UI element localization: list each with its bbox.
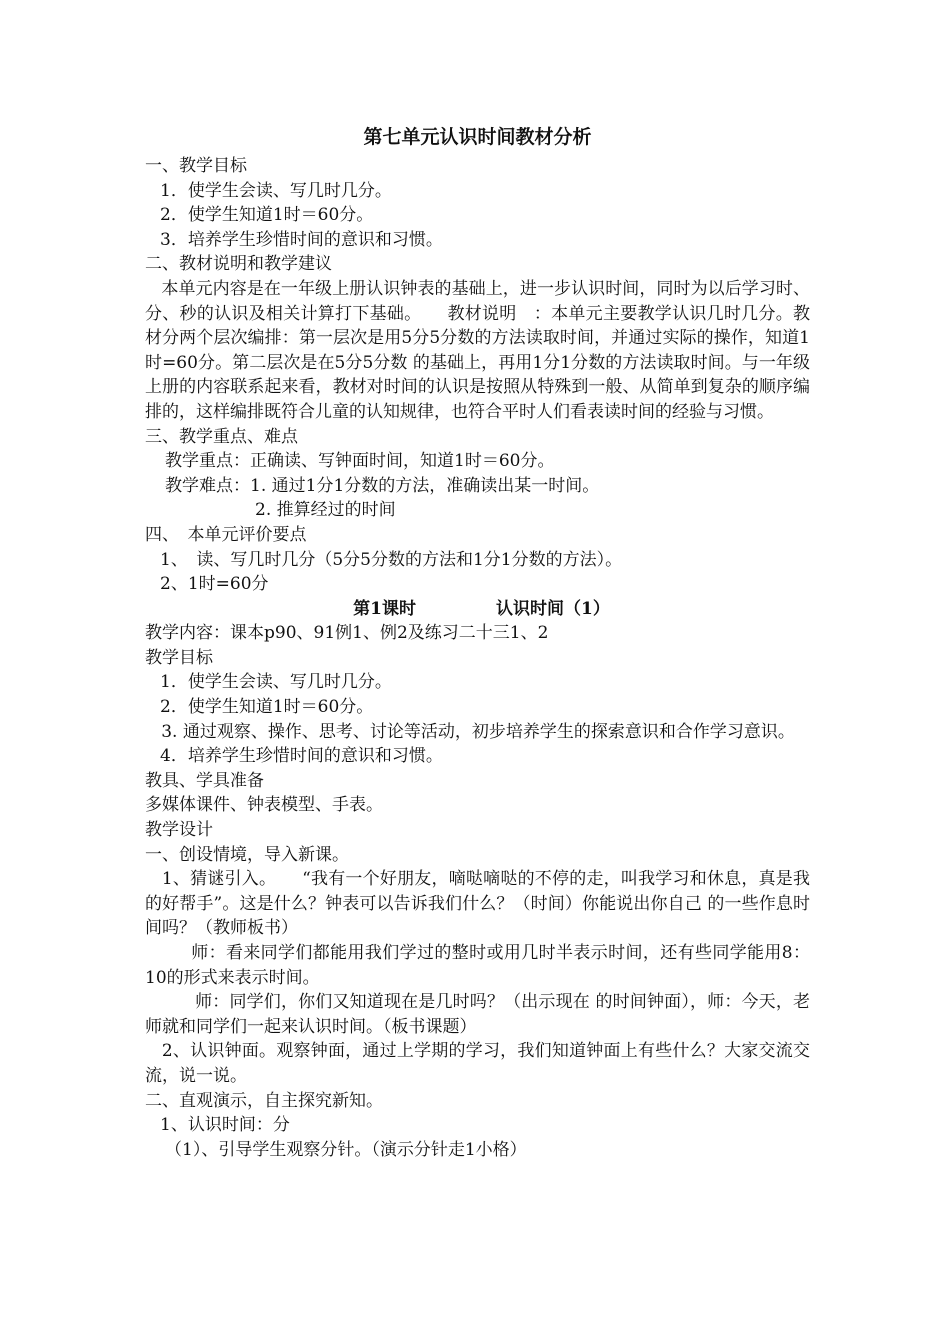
- section-heading: 一、教学目标: [145, 156, 247, 176]
- list-item: 3．培养学生珍惜时间的意识和习惯。: [160, 229, 443, 250]
- lesson-name: 认识时间（1）: [496, 598, 610, 619]
- step-heading: 二、直观演示，自主探究新知。: [145, 1090, 383, 1111]
- difficult-point: 教学难点：1. 通过1分1分数的方法，准确读出某一时间。: [165, 475, 600, 496]
- section-heading: 教学目标: [145, 647, 213, 668]
- list-item: 1．使学生会读、写几时几分。: [160, 672, 392, 693]
- lesson-number: 第1课时: [353, 598, 416, 619]
- section-heading: 教学设计: [145, 820, 213, 841]
- difficult-point: 2. 推算经过的时间: [255, 500, 396, 521]
- list-item: 2、1时=60分: [160, 574, 269, 595]
- list-item: 3. 通过观察、操作、思考、讨论等活动，初步培养学生的探索意识和合作学习意识。: [161, 721, 795, 742]
- section-heading: 四、 本单元评价要点: [145, 524, 307, 545]
- section-heading: 教具、学具准备: [145, 770, 264, 791]
- step-heading: 一、创设情境，导入新课。: [145, 844, 349, 865]
- list-item: 4．培养学生珍惜时间的意识和习惯。: [160, 746, 443, 767]
- paragraph: （1）、引导学生观察分针。（演示分针走1小格）: [165, 1139, 527, 1160]
- paragraph: 2、认识钟面。观察钟面，通过上学期的学习，我们知道钟面上有些什么？大家交流交流，说一说。: [145, 1041, 810, 1086]
- paragraph: 多媒体课件、钟表模型、手表。: [145, 795, 383, 816]
- section-heading: 二、教材说明和教学建议: [145, 254, 332, 275]
- list-item: 1．使学生会读、写几时几分。: [160, 180, 392, 201]
- document-title: 第七单元认识时间教材分析: [363, 126, 592, 148]
- paragraph: 1、猜谜引入。 “我有一个好朋友，嘀哒嘀哒的不停的走，叫我学习和休息，真是我的好帮手”。这是什么？钟表可以告诉我们什么？（时间）你能说出你自己 的一些作息时间吗？（教师板书）: [145, 869, 810, 939]
- list-item: 2．使学生知道1时＝60分。: [160, 697, 374, 718]
- key-point: 教学重点：正确读、写钟面时间，知道1时＝60分。: [165, 451, 555, 472]
- list-item: 1、 读、写几时几分（5分5分数的方法和1分1分数的方法）。: [160, 549, 623, 570]
- lesson-content: 教学内容：课本p90、91例1、例2及练习二十三1、2: [145, 623, 549, 644]
- section-heading: 三、教学重点、难点: [145, 426, 298, 447]
- lesson-heading: [145, 597, 810, 622]
- paragraph: 本单元内容是在一年级上册认识钟表的基础上，进一步认识时间，同时为以后学习时、分、秒的认识及相关计算打下基础。 教材说明 ：本单元主要教学认识几时几分。教材分两个层次编排：第一层次是用5分5分数的方法读取时间，并通过实际的操作，知道1时=60分。第二层次是在5分5分数 的基础上，再用1分1分数的方法读取时间。与一年级上册的内容联系起来看，教材对时间的认识是按照从特殊到一般、从简单到复杂的顺序编排的，这样编排既符合儿童的认知规律，也符合平时人们看表读时间的经验与习惯。: [145, 278, 810, 422]
- document-page: [145, 120, 810, 1162]
- paragraph: 师：同学们，你们又知道现在是几时吗？（出示现在 的时间钟面），师：今天，老师就和同学们一起来认识时间。（板书课题）: [145, 992, 810, 1037]
- paragraph: 师：看来同学们都能用我们学过的整时或用几时半表示时间，还有些同学能用8：10的形式来表示时间。: [145, 943, 810, 988]
- list-item: 2．使学生知道1时＝60分。: [160, 205, 374, 226]
- paragraph: 1、认识时间：分: [160, 1115, 290, 1136]
